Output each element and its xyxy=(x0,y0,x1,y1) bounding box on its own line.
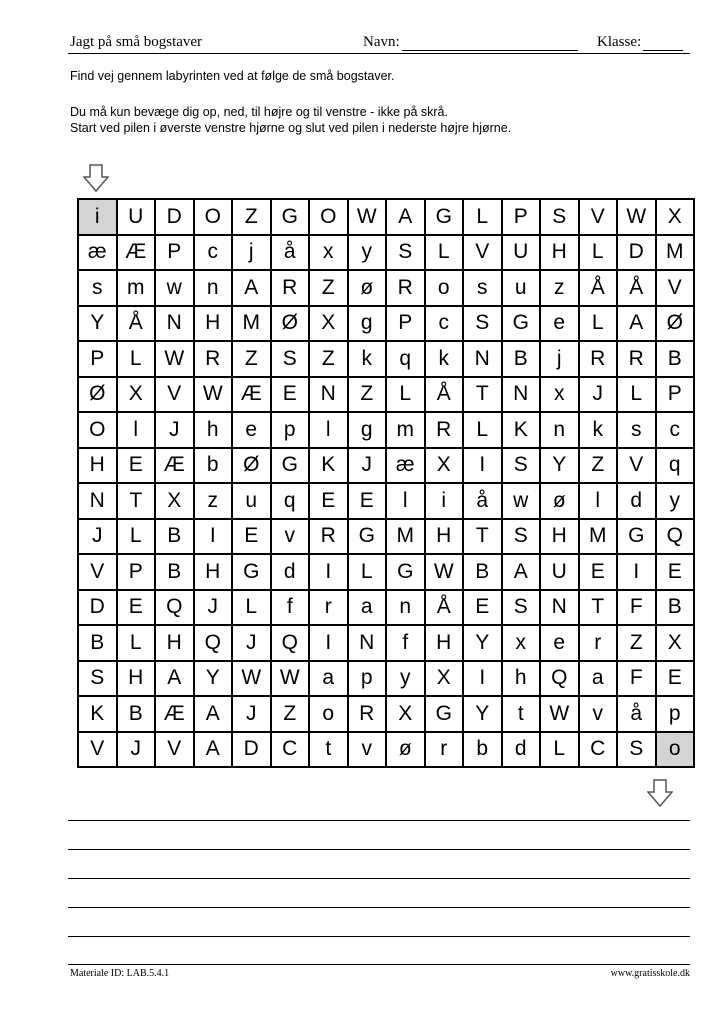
maze-cell[interactable]: Q xyxy=(271,625,310,661)
maze-cell[interactable]: E xyxy=(309,483,348,519)
maze-cell[interactable]: H xyxy=(78,448,117,484)
maze-cell[interactable]: x xyxy=(309,235,348,271)
maze-cell[interactable]: e xyxy=(540,306,579,342)
maze-cell[interactable]: ø xyxy=(540,483,579,519)
maze-cell[interactable]: j xyxy=(540,341,579,377)
maze-cell[interactable]: b xyxy=(463,732,502,768)
maze-cell[interactable]: I xyxy=(617,554,656,590)
start-arrow-icon xyxy=(83,164,109,192)
maze-cell[interactable]: G xyxy=(502,306,541,342)
maze-cell[interactable]: E xyxy=(117,590,156,626)
maze-cell[interactable]: ø xyxy=(348,270,387,306)
maze-cell[interactable]: A xyxy=(155,661,194,697)
maze-cell[interactable]: N xyxy=(309,377,348,413)
maze-cell[interactable]: d xyxy=(271,554,310,590)
maze-cell[interactable]: y xyxy=(348,235,387,271)
maze-row xyxy=(78,590,694,626)
maze-cell[interactable]: ø xyxy=(386,732,425,768)
maze-cell[interactable]: Æ xyxy=(117,235,156,271)
maze-cell[interactable]: Å xyxy=(425,590,464,626)
maze-row xyxy=(78,341,694,377)
maze-cell[interactable]: d xyxy=(617,483,656,519)
material-id: Materiale ID: LAB.5.4.1 xyxy=(70,968,170,979)
maze-cell[interactable]: M xyxy=(386,519,425,555)
maze-cell[interactable]: D xyxy=(232,732,271,768)
maze-cell[interactable]: X xyxy=(425,448,464,484)
maze-cell[interactable]: V xyxy=(656,270,695,306)
end-arrow-icon xyxy=(647,779,673,807)
maze-cell[interactable]: W xyxy=(271,661,310,697)
maze-cell[interactable]: v xyxy=(579,696,618,732)
maze-cell[interactable]: K xyxy=(309,448,348,484)
maze-cell[interactable]: B xyxy=(656,590,695,626)
maze-row xyxy=(78,696,694,732)
maze-cell[interactable]: V xyxy=(463,235,502,271)
maze-cell[interactable]: Z xyxy=(309,341,348,377)
maze-cell[interactable]: K xyxy=(502,412,541,448)
maze-cell[interactable]: I xyxy=(463,661,502,697)
maze-cell[interactable]: B xyxy=(155,519,194,555)
maze-cell[interactable]: h xyxy=(502,661,541,697)
maze-cell[interactable]: Å xyxy=(579,270,618,306)
maze-cell[interactable]: Z xyxy=(309,270,348,306)
writing-line[interactable] xyxy=(68,878,690,879)
maze-cell[interactable]: r xyxy=(425,732,464,768)
maze-cell[interactable]: G xyxy=(425,696,464,732)
maze-cell[interactable]: a xyxy=(579,661,618,697)
maze-cell[interactable]: O xyxy=(78,412,117,448)
maze-row xyxy=(78,270,694,306)
maze-cell[interactable]: G xyxy=(271,199,310,235)
maze-cell[interactable]: x xyxy=(502,625,541,661)
maze-cell[interactable]: s xyxy=(78,270,117,306)
maze-cell[interactable]: H xyxy=(425,625,464,661)
maze-cell[interactable]: n xyxy=(386,590,425,626)
maze-row xyxy=(78,199,694,235)
maze-cell[interactable]: o xyxy=(425,270,464,306)
maze-cell[interactable]: I xyxy=(309,554,348,590)
maze-cell[interactable]: X xyxy=(117,377,156,413)
website-link[interactable]: www.gratisskole.dk xyxy=(610,968,690,979)
maze-cell[interactable]: G xyxy=(348,519,387,555)
maze-cell[interactable]: q xyxy=(656,448,695,484)
maze-cell[interactable]: B xyxy=(78,625,117,661)
maze-cell[interactable]: G xyxy=(425,199,464,235)
maze-cell[interactable]: z xyxy=(194,483,233,519)
maze-row xyxy=(78,377,694,413)
maze-cell[interactable]: Z xyxy=(617,625,656,661)
maze-cell[interactable]: J xyxy=(579,377,618,413)
maze-cell[interactable]: j xyxy=(232,235,271,271)
maze-cell[interactable]: H xyxy=(540,235,579,271)
name-field[interactable] xyxy=(363,34,578,51)
maze-cell[interactable]: I xyxy=(463,448,502,484)
maze-cell[interactable]: a xyxy=(309,661,348,697)
maze-cell[interactable]: L xyxy=(579,235,618,271)
maze-cell[interactable]: w xyxy=(502,483,541,519)
maze-cell[interactable]: T xyxy=(579,590,618,626)
maze-cell[interactable]: P xyxy=(502,199,541,235)
maze-cell[interactable]: S xyxy=(502,590,541,626)
maze-cell[interactable]: k xyxy=(425,341,464,377)
maze-cell[interactable]: G xyxy=(617,519,656,555)
maze-cell[interactable]: k xyxy=(579,412,618,448)
maze-cell[interactable]: H xyxy=(540,519,579,555)
maze-cell[interactable]: b xyxy=(194,448,233,484)
maze-cell[interactable]: n xyxy=(194,270,233,306)
maze-cell[interactable]: Q xyxy=(656,519,695,555)
maze-cell[interactable]: E xyxy=(579,554,618,590)
maze-cell[interactable]: R xyxy=(309,519,348,555)
maze-cell[interactable]: H xyxy=(194,554,233,590)
maze-cell[interactable]: P xyxy=(78,341,117,377)
maze-cell[interactable]: Y xyxy=(463,625,502,661)
maze-cell[interactable]: P xyxy=(386,306,425,342)
maze-cell[interactable]: Ø xyxy=(656,306,695,342)
maze-cell[interactable]: B xyxy=(463,554,502,590)
maze-cell[interactable]: V xyxy=(78,732,117,768)
maze-cell[interactable]: X xyxy=(425,661,464,697)
maze-cell[interactable]: V xyxy=(617,448,656,484)
maze-cell[interactable]: A xyxy=(194,732,233,768)
maze-cell[interactable]: u xyxy=(232,483,271,519)
maze-cell[interactable]: s xyxy=(463,270,502,306)
maze-cell[interactable]: g xyxy=(348,412,387,448)
writing-line[interactable] xyxy=(68,820,690,821)
maze-cell[interactable]: C xyxy=(579,732,618,768)
maze-row xyxy=(78,554,694,590)
maze-cell[interactable]: a xyxy=(348,590,387,626)
writing-line[interactable] xyxy=(68,936,690,937)
maze-row xyxy=(78,519,694,555)
maze-cell[interactable]: O xyxy=(309,199,348,235)
maze-cell[interactable]: B xyxy=(155,554,194,590)
maze-cell[interactable]: S xyxy=(78,661,117,697)
maze-cell[interactable]: Z xyxy=(271,696,310,732)
maze-cell[interactable]: F xyxy=(617,590,656,626)
maze-cell[interactable]: O xyxy=(194,199,233,235)
maze-cell[interactable]: J xyxy=(155,412,194,448)
maze-cell[interactable]: J xyxy=(194,590,233,626)
maze-cell[interactable]: æ xyxy=(78,235,117,271)
maze-cell[interactable]: G xyxy=(271,448,310,484)
maze-cell[interactable]: o xyxy=(309,696,348,732)
maze-cell[interactable]: f xyxy=(386,625,425,661)
maze-cell[interactable]: L xyxy=(348,554,387,590)
maze-cell[interactable]: R xyxy=(348,696,387,732)
maze-cell[interactable]: r xyxy=(579,625,618,661)
maze-cell[interactable]: L xyxy=(425,235,464,271)
maze-cell[interactable]: k xyxy=(348,341,387,377)
maze-cell[interactable]: B xyxy=(502,341,541,377)
instruction-line-2: Du må kun bevæge dig op, ned, til højre og til venstre - ikke på skrå. xyxy=(70,105,448,119)
maze-cell[interactable]: W xyxy=(348,199,387,235)
maze-cell[interactable]: U xyxy=(502,235,541,271)
maze-cell[interactable]: W xyxy=(155,341,194,377)
maze-cell[interactable]: S xyxy=(271,341,310,377)
maze-cell[interactable]: Ø xyxy=(78,377,117,413)
maze-cell[interactable]: S xyxy=(617,732,656,768)
maze-cell[interactable]: E xyxy=(463,590,502,626)
maze-cell[interactable]: Z xyxy=(579,448,618,484)
maze-cell[interactable]: M xyxy=(579,519,618,555)
class-blank[interactable] xyxy=(643,36,683,51)
letter-maze-grid xyxy=(77,198,695,768)
maze-cell[interactable]: L xyxy=(117,519,156,555)
maze-cell[interactable]: i xyxy=(425,483,464,519)
maze-cell[interactable]: R xyxy=(617,341,656,377)
maze-cell[interactable]: C xyxy=(271,732,310,768)
maze-cell[interactable]: g xyxy=(348,306,387,342)
maze-cell[interactable]: l xyxy=(386,483,425,519)
maze-cell[interactable]: r xyxy=(309,590,348,626)
maze-cell[interactable]: X xyxy=(656,199,695,235)
instruction-line-1: Find vej gennem labyrinten ved at følge de små bogstaver. xyxy=(70,69,395,83)
maze-cell[interactable]: Å xyxy=(617,270,656,306)
maze-row xyxy=(78,732,694,768)
maze-cell[interactable]: X xyxy=(656,625,695,661)
maze-cell[interactable]: J xyxy=(232,625,271,661)
maze-cell[interactable]: L xyxy=(463,412,502,448)
maze-cell[interactable]: c xyxy=(194,235,233,271)
maze-cell[interactable]: p xyxy=(656,696,695,732)
maze-cell[interactable]: R xyxy=(386,270,425,306)
name-blank[interactable] xyxy=(402,36,578,51)
maze-cell[interactable]: Å xyxy=(117,306,156,342)
writing-line[interactable] xyxy=(68,849,690,850)
maze-cell[interactable]: p xyxy=(271,412,310,448)
maze-cell[interactable]: S xyxy=(540,199,579,235)
class-field[interactable] xyxy=(597,34,683,51)
maze-cell[interactable]: q xyxy=(386,341,425,377)
maze-cell[interactable]: L xyxy=(617,377,656,413)
maze-cell[interactable]: F xyxy=(617,661,656,697)
maze-cell[interactable]: Z xyxy=(232,341,271,377)
maze-cell[interactable]: E xyxy=(348,483,387,519)
maze-cell[interactable]: H xyxy=(425,519,464,555)
maze-cell[interactable]: W xyxy=(617,199,656,235)
maze-cell[interactable]: Æ xyxy=(232,377,271,413)
maze-cell[interactable]: Ø xyxy=(232,448,271,484)
maze-row xyxy=(78,625,694,661)
maze-cell[interactable]: J xyxy=(232,696,271,732)
maze-cell[interactable]: N xyxy=(348,625,387,661)
maze-cell[interactable]: i xyxy=(78,199,117,235)
writing-line[interactable] xyxy=(68,907,690,908)
maze-cell[interactable]: G xyxy=(386,554,425,590)
maze-cell[interactable]: P xyxy=(656,377,695,413)
maze-cell[interactable]: I xyxy=(309,625,348,661)
maze-cell[interactable]: G xyxy=(232,554,271,590)
maze-cell[interactable]: N xyxy=(540,590,579,626)
maze-row xyxy=(78,483,694,519)
maze-cell[interactable]: Y xyxy=(463,696,502,732)
maze-cell[interactable]: J xyxy=(348,448,387,484)
maze-cell[interactable]: S xyxy=(502,519,541,555)
maze-cell[interactable]: A xyxy=(232,270,271,306)
maze-cell[interactable]: Ø xyxy=(271,306,310,342)
maze-cell[interactable]: y xyxy=(386,661,425,697)
maze-cell[interactable]: R xyxy=(194,341,233,377)
header-divider xyxy=(68,53,690,54)
maze-cell[interactable]: M xyxy=(656,235,695,271)
maze-cell[interactable]: S xyxy=(502,448,541,484)
maze-cell[interactable]: U xyxy=(540,554,579,590)
maze-cell[interactable]: B xyxy=(656,341,695,377)
maze-cell[interactable]: H xyxy=(117,661,156,697)
maze-cell[interactable]: E xyxy=(271,377,310,413)
maze-cell[interactable]: f xyxy=(271,590,310,626)
maze-cell[interactable]: S xyxy=(463,306,502,342)
maze-cell[interactable]: U xyxy=(117,199,156,235)
maze-cell[interactable]: v xyxy=(271,519,310,555)
maze-cell[interactable]: u xyxy=(502,270,541,306)
maze-cell[interactable]: N xyxy=(502,377,541,413)
maze-cell[interactable]: v xyxy=(348,732,387,768)
maze-cell[interactable]: n xyxy=(540,412,579,448)
maze-cell[interactable]: T xyxy=(117,483,156,519)
maze-cell[interactable]: d xyxy=(502,732,541,768)
maze-cell[interactable]: V xyxy=(155,732,194,768)
maze-cell[interactable]: c xyxy=(656,412,695,448)
maze-cell[interactable]: J xyxy=(117,732,156,768)
maze-cell[interactable]: l xyxy=(117,412,156,448)
maze-cell[interactable]: T xyxy=(463,519,502,555)
maze-cell[interactable]: X xyxy=(155,483,194,519)
maze-cell[interactable]: Y xyxy=(540,448,579,484)
maze-cell[interactable]: å xyxy=(617,696,656,732)
maze-cell[interactable]: R xyxy=(579,341,618,377)
maze-cell[interactable]: B xyxy=(117,696,156,732)
maze-cell[interactable]: V xyxy=(579,199,618,235)
maze-cell[interactable]: H xyxy=(194,306,233,342)
maze-cell[interactable]: P xyxy=(155,235,194,271)
maze-cell[interactable]: E xyxy=(656,554,695,590)
maze-cell[interactable]: z xyxy=(540,270,579,306)
maze-cell[interactable]: Z xyxy=(232,199,271,235)
maze-cell[interactable]: A xyxy=(194,696,233,732)
maze-cell[interactable]: y xyxy=(656,483,695,519)
maze-cell[interactable]: E xyxy=(656,661,695,697)
maze-cell[interactable]: X xyxy=(309,306,348,342)
instruction-line-3: Start ved pilen i øverste venstre hjørne og slut ved pilen i nederste højre hjørne. xyxy=(70,121,512,135)
maze-cell[interactable]: W xyxy=(232,661,271,697)
maze-cell[interactable]: S xyxy=(386,235,425,271)
maze-cell[interactable]: Y xyxy=(78,306,117,342)
maze-cell[interactable]: Å xyxy=(425,377,464,413)
maze-row xyxy=(78,235,694,271)
maze-cell[interactable]: l xyxy=(579,483,618,519)
maze-cell[interactable]: N xyxy=(155,306,194,342)
maze-cell[interactable]: L xyxy=(386,377,425,413)
maze-cell[interactable]: J xyxy=(78,519,117,555)
maze-cell[interactable]: L xyxy=(540,732,579,768)
maze-cell[interactable]: s xyxy=(617,412,656,448)
name-label: Navn: xyxy=(363,34,400,50)
maze-cell[interactable]: Z xyxy=(348,377,387,413)
maze-cell[interactable]: L xyxy=(117,341,156,377)
maze-cell[interactable]: L xyxy=(117,625,156,661)
maze-cell[interactable]: o xyxy=(656,732,695,768)
maze-cell[interactable]: t xyxy=(502,696,541,732)
maze-cell[interactable]: m xyxy=(117,270,156,306)
maze-cell[interactable]: L xyxy=(232,590,271,626)
maze-cell[interactable]: L xyxy=(463,199,502,235)
maze-cell[interactable]: e xyxy=(232,412,271,448)
maze-cell[interactable]: m xyxy=(386,412,425,448)
maze-cell[interactable]: Q xyxy=(155,590,194,626)
maze-cell[interactable]: V xyxy=(155,377,194,413)
maze-cell[interactable]: V xyxy=(78,554,117,590)
maze-cell[interactable]: M xyxy=(232,306,271,342)
maze-cell[interactable]: t xyxy=(309,732,348,768)
maze-cell[interactable]: w xyxy=(155,270,194,306)
maze-cell[interactable]: å xyxy=(463,483,502,519)
maze-cell[interactable]: E xyxy=(117,448,156,484)
maze-cell[interactable]: x xyxy=(540,377,579,413)
maze-row xyxy=(78,412,694,448)
maze-cell[interactable]: D xyxy=(155,199,194,235)
maze-cell[interactable]: l xyxy=(309,412,348,448)
maze-cell[interactable]: N xyxy=(463,341,502,377)
footer-divider xyxy=(68,964,690,965)
maze-cell[interactable]: T xyxy=(463,377,502,413)
maze-cell[interactable]: p xyxy=(348,661,387,697)
maze-cell[interactable]: D xyxy=(617,235,656,271)
worksheet-title: Jagt på små bogstaver xyxy=(70,34,203,50)
maze-row xyxy=(78,661,694,697)
maze-cell[interactable]: X xyxy=(386,696,425,732)
maze-cell[interactable]: A xyxy=(386,199,425,235)
maze-cell[interactable]: D xyxy=(78,590,117,626)
maze-cell[interactable]: I xyxy=(194,519,233,555)
maze-cell[interactable]: h xyxy=(194,412,233,448)
maze-cell[interactable]: Q xyxy=(540,661,579,697)
maze-cell[interactable]: R xyxy=(271,270,310,306)
maze-cell[interactable]: H xyxy=(155,625,194,661)
maze-cell[interactable]: W xyxy=(540,696,579,732)
maze-cell[interactable]: W xyxy=(425,554,464,590)
maze-cell[interactable]: A xyxy=(502,554,541,590)
maze-cell[interactable]: L xyxy=(579,306,618,342)
class-label: Klasse: xyxy=(597,34,642,50)
maze-cell[interactable]: Æ xyxy=(155,448,194,484)
maze-cell[interactable]: P xyxy=(117,554,156,590)
maze-cell[interactable]: A xyxy=(617,306,656,342)
maze-cell[interactable]: e xyxy=(540,625,579,661)
maze-row xyxy=(78,448,694,484)
maze-cell[interactable]: K xyxy=(78,696,117,732)
maze-cell[interactable]: R xyxy=(425,412,464,448)
maze-cell[interactable]: W xyxy=(194,377,233,413)
maze-cell[interactable]: E xyxy=(232,519,271,555)
maze-cell[interactable]: å xyxy=(271,235,310,271)
maze-row xyxy=(78,306,694,342)
maze-cell[interactable]: Q xyxy=(194,625,233,661)
maze-cell[interactable]: æ xyxy=(386,448,425,484)
maze-cell[interactable]: q xyxy=(271,483,310,519)
maze-cell[interactable]: N xyxy=(78,483,117,519)
maze-cell[interactable]: Æ xyxy=(155,696,194,732)
maze-cell[interactable]: Y xyxy=(194,661,233,697)
maze-cell[interactable]: c xyxy=(425,306,464,342)
